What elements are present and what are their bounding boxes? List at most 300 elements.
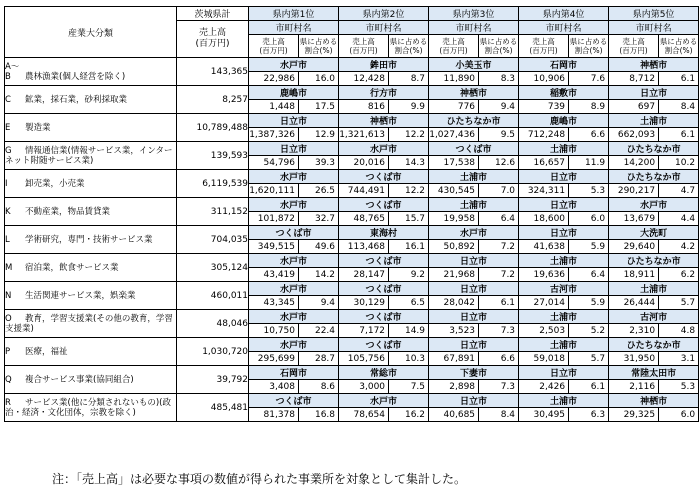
share-value-cell: 10.2 (659, 156, 699, 170)
share-value-cell: 49.6 (299, 240, 339, 254)
sales-value-cell: 30,495 (519, 408, 569, 422)
sales-value-cell: 1,448 (249, 100, 299, 114)
prefecture-total-cell: 8,257 (177, 86, 249, 114)
city-name-cell: 水戸市 (609, 198, 699, 212)
city-name-cell: 古河市 (609, 310, 699, 324)
industry-cell (5, 226, 177, 254)
city-name-cell: 土浦市 (519, 338, 609, 352)
share-value-cell: 5.2 (569, 324, 609, 338)
share-label: 県に占める (569, 37, 608, 46)
sales-value-cell: 295,699 (249, 352, 299, 366)
share-value-cell: 4.4 (659, 212, 699, 226)
share-value-cell: 9.2 (389, 268, 429, 282)
sales-label: 売上高 (622, 37, 645, 46)
city-name-cell: 水戸市 (249, 282, 339, 296)
share-value-cell: 5.7 (569, 352, 609, 366)
sales-value-cell: 2,116 (609, 380, 659, 394)
city-name-cell: ひたちなか市 (609, 142, 699, 156)
rank-5-header: 県内第5位 (609, 7, 699, 21)
sales-value-cell: 10,750 (249, 324, 299, 338)
city-name-cell: 土浦市 (609, 282, 699, 296)
share-subheader (479, 35, 519, 58)
city-name-cell: 水戸市 (249, 310, 339, 324)
prefecture-total-cell: 39,792 (177, 366, 249, 394)
sales-label: 売上高 (262, 37, 285, 46)
city-name-cell: 水戸市 (339, 394, 429, 408)
share-value-cell: 8.6 (299, 380, 339, 394)
sales-value-cell: 430,545 (429, 184, 479, 198)
share-value-cell: 8.7 (389, 72, 429, 86)
share-value-cell: 14.2 (299, 268, 339, 282)
share-value-cell: 39.3 (299, 156, 339, 170)
city-name-cell: 水戸市 (249, 170, 339, 184)
sales-subheader (519, 35, 569, 58)
statistics-table-container (4, 6, 696, 422)
share-value-cell: 7.6 (569, 72, 609, 86)
industry-name: 宿泊業，飲食サービス業 (25, 262, 119, 273)
city-name-cell: つくば市 (339, 310, 429, 324)
sales-value-cell: 739 (519, 100, 569, 114)
city-name-cell: 土浦市 (429, 198, 519, 212)
sales-value-cell: 697 (609, 100, 659, 114)
city-name-cell: 水戸市 (339, 142, 429, 156)
city-name-cell: 神栖市 (609, 58, 699, 72)
share-value-cell: 6.1 (479, 296, 519, 310)
sales-value-cell: 101,872 (249, 212, 299, 226)
sales-value-cell: 13,679 (609, 212, 659, 226)
city-name-cell: つくば市 (339, 198, 429, 212)
sales-value-cell: 10,906 (519, 72, 569, 86)
sales-unit: (百万円) (349, 46, 378, 55)
share-value-cell: 16.2 (389, 408, 429, 422)
city-name-cell: ひたちなか市 (609, 254, 699, 268)
share-value-cell: 8.4 (659, 100, 699, 114)
share-value-cell: 5.7 (659, 296, 699, 310)
sales-value-cell: 816 (339, 100, 389, 114)
prefecture-total-cell: 48,046 (177, 310, 249, 338)
sales-value-cell: 113,468 (339, 240, 389, 254)
sales-value-cell: 712,248 (519, 128, 569, 142)
share-value-cell: 6.0 (569, 212, 609, 226)
sales-value-cell: 19,636 (519, 268, 569, 282)
industry-name: 卸売業，小売業 (25, 178, 85, 189)
industry-cell (5, 282, 177, 310)
share-value-cell: 6.5 (389, 296, 429, 310)
share-value-cell: 6.1 (659, 72, 699, 86)
sales-value-cell: 2,898 (429, 380, 479, 394)
city-name-cell: 鹿嶋市 (249, 86, 339, 100)
sales-label: 売上高 (352, 37, 375, 46)
city-name-cell: 大洗町 (609, 226, 699, 240)
share-value-cell: 6.3 (569, 408, 609, 422)
city-name-cell: 水戸市 (429, 226, 519, 240)
table-row (5, 366, 699, 380)
share-subheader (569, 35, 609, 58)
sales-value-cell: 54,796 (249, 156, 299, 170)
sales-value-cell: 3,523 (429, 324, 479, 338)
sales-value-cell: 2,310 (609, 324, 659, 338)
table-row (5, 282, 699, 296)
industry-code: A～B (5, 61, 20, 82)
sales-value-cell: 59,018 (519, 352, 569, 366)
industry-name: 製造業 (25, 122, 51, 133)
sales-value-cell: 3,000 (339, 380, 389, 394)
city-name-cell: 日立市 (429, 282, 519, 296)
share-subheader (389, 35, 429, 58)
share-value-cell: 26.5 (299, 184, 339, 198)
sales-value-cell: 50,892 (429, 240, 479, 254)
footnote: 注：「売上高」は必要な事項の数値が得られた事業所を対象として集計した。 (52, 472, 467, 486)
sales-unit: (百万円) (619, 46, 648, 55)
city-name-cell: つくば市 (429, 142, 519, 156)
industry-name: 鉱業，採石業，砂利採取業 (25, 94, 128, 105)
prefecture-total-cell: 1,030,720 (177, 338, 249, 366)
share-value-cell: 14.3 (389, 156, 429, 170)
sales-value-cell: 744,491 (339, 184, 389, 198)
city-name-cell: 日立市 (519, 226, 609, 240)
city-name-cell: 古河市 (519, 282, 609, 296)
sales-value-cell: 7,172 (339, 324, 389, 338)
industry-name: サービス業(他に分類されないもの)(政治・経済・文化団体，宗教を除く) (5, 397, 171, 418)
industry-cell (5, 58, 177, 86)
industry-name: 生活関連サービス業，娯楽業 (25, 290, 136, 301)
city-name-cell: 石岡市 (249, 366, 339, 380)
sales-subheader (339, 35, 389, 58)
industry-name: 学術研究，専門・技術サービス業 (25, 234, 153, 245)
industry-cell (5, 198, 177, 226)
prefecture-sales-header (177, 21, 249, 58)
prefecture-total-cell: 139,593 (177, 142, 249, 170)
city-name-cell: 日立市 (609, 86, 699, 100)
rank-2-header: 県内第2位 (339, 7, 429, 21)
city-name-cell: つくば市 (339, 338, 429, 352)
share-value-cell: 15.7 (389, 212, 429, 226)
share-label: 県に占める (659, 37, 698, 46)
prefecture-total-cell: 143,365 (177, 58, 249, 86)
industry-name: 情報通信業(情報サービス業，インターネット附随サービス業) (5, 145, 173, 166)
share-unit: 割合(%) (664, 46, 693, 55)
sales-value-cell: 3,408 (249, 380, 299, 394)
industry-cell (5, 114, 177, 142)
city-name-header: 市町村名 (429, 21, 519, 35)
table-body (5, 7, 699, 422)
city-name-cell: 土浦市 (519, 142, 609, 156)
industry-cell (5, 310, 177, 338)
sales-value-cell: 28,042 (429, 296, 479, 310)
sales-value-cell: 12,428 (339, 72, 389, 86)
share-value-cell: 5.9 (569, 296, 609, 310)
share-value-cell: 6.2 (659, 268, 699, 282)
share-subheader (659, 35, 699, 58)
share-value-cell: 7.2 (479, 268, 519, 282)
city-name-cell: 下妻市 (429, 366, 519, 380)
share-value-cell: 9.4 (299, 296, 339, 310)
city-name-header: 市町村名 (249, 21, 339, 35)
table-row (5, 142, 699, 156)
sales-value-cell: 19,958 (429, 212, 479, 226)
sales-value-cell: 17,538 (429, 156, 479, 170)
share-subheader (299, 35, 339, 58)
sales-value-cell: 29,640 (609, 240, 659, 254)
city-name-cell: 日立市 (249, 114, 339, 128)
table-row (5, 170, 699, 184)
table-row (5, 58, 699, 72)
header-rank-row (5, 7, 699, 21)
city-name-header: 市町村名 (609, 21, 699, 35)
industry-name: 複合サービス事業(協同組合) (25, 374, 134, 385)
industry-code: K (5, 206, 11, 217)
share-value-cell: 7.5 (389, 380, 429, 394)
rank-4-header: 県内第4位 (519, 7, 609, 21)
sales-unit: (百万円) (259, 46, 288, 55)
table-row (5, 226, 699, 240)
share-value-cell: 6.1 (569, 380, 609, 394)
industry-code: E (5, 122, 11, 133)
share-value-cell: 8.4 (479, 408, 519, 422)
city-name-cell: つくば市 (339, 170, 429, 184)
share-value-cell: 7.2 (479, 240, 519, 254)
share-value-cell: 4.7 (659, 184, 699, 198)
share-value-cell: 6.6 (479, 352, 519, 366)
sales-subheader (249, 35, 299, 58)
city-name-cell: つくば市 (339, 282, 429, 296)
city-name-cell: 日立市 (519, 170, 609, 184)
sales-value-cell: 26,444 (609, 296, 659, 310)
share-value-cell: 5.3 (569, 184, 609, 198)
city-name-cell: 神栖市 (609, 394, 699, 408)
sales-value-cell: 31,950 (609, 352, 659, 366)
share-value-cell: 22.4 (299, 324, 339, 338)
share-value-cell: 9.9 (389, 100, 429, 114)
city-name-cell: 小美玉市 (429, 58, 519, 72)
share-unit: 割合(%) (484, 46, 513, 55)
share-value-cell: 12.2 (389, 128, 429, 142)
prefecture-total-cell: 485,481 (177, 394, 249, 422)
sales-label: 売上高 (442, 37, 465, 46)
city-name-cell: 常総市 (339, 366, 429, 380)
sales-value-cell: 290,217 (609, 184, 659, 198)
share-value-cell: 6.4 (479, 212, 519, 226)
sales-value-cell: 1,321,613 (339, 128, 389, 142)
prefecture-total-cell: 305,124 (177, 254, 249, 282)
industry-name: 教育，学習支援業(その他の教育，学習支援業) (5, 313, 173, 334)
share-value-cell: 7.3 (479, 324, 519, 338)
sales-value-cell: 1,620,111 (249, 184, 299, 198)
share-unit: 割合(%) (394, 46, 423, 55)
prefecture-sales-label: 売上高 (198, 28, 226, 38)
sales-value-cell: 21,968 (429, 268, 479, 282)
sales-value-cell: 22,986 (249, 72, 299, 86)
sales-value-cell: 18,911 (609, 268, 659, 282)
share-label: 県に占める (299, 37, 338, 46)
city-name-cell: 日立市 (519, 198, 609, 212)
industry-cell (5, 338, 177, 366)
share-value-cell: 12.6 (479, 156, 519, 170)
sales-value-cell: 18,600 (519, 212, 569, 226)
city-name-cell: 日立市 (429, 394, 519, 408)
city-name-cell: つくば市 (249, 394, 339, 408)
share-value-cell: 7.3 (479, 380, 519, 394)
sales-value-cell: 349,515 (249, 240, 299, 254)
sales-value-cell: 29,325 (609, 408, 659, 422)
sales-unit: (百万円) (529, 46, 558, 55)
share-value-cell: 8.3 (479, 72, 519, 86)
city-name-cell: 水戸市 (249, 58, 339, 72)
sales-value-cell: 27,014 (519, 296, 569, 310)
city-name-cell: 土浦市 (519, 394, 609, 408)
sales-value-cell: 20,016 (339, 156, 389, 170)
city-name-cell: 石岡市 (519, 58, 609, 72)
city-name-cell: 日立市 (429, 338, 519, 352)
share-unit: 割合(%) (574, 46, 603, 55)
city-name-cell: 日立市 (429, 310, 519, 324)
city-name-header: 市町村名 (339, 21, 429, 35)
share-value-cell: 5.9 (569, 240, 609, 254)
industry-code: R (5, 397, 11, 408)
sales-subheader (609, 35, 659, 58)
share-value-cell: 11.9 (569, 156, 609, 170)
sales-value-cell: 14,200 (609, 156, 659, 170)
table-row (5, 394, 699, 408)
city-name-header: 市町村名 (519, 21, 609, 35)
industry-code: P (5, 346, 11, 357)
rank-1-header: 県内第1位 (249, 7, 339, 21)
sales-value-cell: 776 (429, 100, 479, 114)
prefecture-sales-unit: (百万円) (195, 39, 230, 49)
industry-cell (5, 142, 177, 170)
sales-by-industry-table (4, 6, 699, 422)
city-name-cell: ひたちなか市 (609, 338, 699, 352)
prefecture-total-cell: 704,035 (177, 226, 249, 254)
share-value-cell: 10.3 (389, 352, 429, 366)
sales-value-cell: 662,093 (609, 128, 659, 142)
share-value-cell: 8.9 (569, 100, 609, 114)
sales-value-cell: 1,387,326 (249, 128, 299, 142)
prefecture-total-cell: 6,119,539 (177, 170, 249, 198)
industry-cell (5, 254, 177, 282)
city-name-cell: 神栖市 (429, 86, 519, 100)
industry-name: 不動産業，物品賃貸業 (25, 206, 111, 217)
sales-value-cell: 67,891 (429, 352, 479, 366)
industry-cell (5, 366, 177, 394)
sales-value-cell: 105,756 (339, 352, 389, 366)
city-name-cell: 土浦市 (519, 254, 609, 268)
share-value-cell: 6.1 (659, 128, 699, 142)
city-name-cell: 水戸市 (249, 254, 339, 268)
city-name-cell: つくば市 (339, 254, 429, 268)
industry-column-header: 産業大分類 (5, 7, 177, 58)
sales-value-cell: 8,712 (609, 72, 659, 86)
share-value-cell: 3.1 (659, 352, 699, 366)
sales-value-cell: 78,654 (339, 408, 389, 422)
share-value-cell: 6.4 (569, 268, 609, 282)
share-value-cell: 9.4 (479, 100, 519, 114)
sales-value-cell: 2,426 (519, 380, 569, 394)
sales-value-cell: 1,027,436 (429, 128, 479, 142)
sales-subheader (429, 35, 479, 58)
share-value-cell: 9.5 (479, 128, 519, 142)
prefecture-total-cell: 311,152 (177, 198, 249, 226)
city-name-cell: 日立市 (429, 254, 519, 268)
city-name-cell: 土浦市 (519, 310, 609, 324)
sales-value-cell: 43,419 (249, 268, 299, 282)
city-name-cell: 土浦市 (609, 114, 699, 128)
share-value-cell: 14.9 (389, 324, 429, 338)
table-row (5, 254, 699, 268)
city-name-cell: ひたちなか市 (429, 114, 519, 128)
sales-value-cell: 2,503 (519, 324, 569, 338)
share-value-cell: 16.0 (299, 72, 339, 86)
sales-value-cell: 11,890 (429, 72, 479, 86)
city-name-cell: 日立市 (249, 142, 339, 156)
table-row (5, 114, 699, 128)
sales-unit: (百万円) (439, 46, 468, 55)
city-name-cell: 東海村 (339, 226, 429, 240)
city-name-cell: 水戸市 (249, 198, 339, 212)
industry-cell (5, 170, 177, 198)
share-value-cell: 5.3 (659, 380, 699, 394)
share-value-cell: 7.0 (479, 184, 519, 198)
table-row (5, 338, 699, 352)
city-name-cell: 行方市 (339, 86, 429, 100)
share-value-cell: 28.7 (299, 352, 339, 366)
city-name-cell: 土浦市 (429, 170, 519, 184)
city-name-cell: 常陸太田市 (609, 366, 699, 380)
industry-code: G (5, 145, 12, 156)
sales-value-cell: 16,657 (519, 156, 569, 170)
city-name-cell: ひたちなか市 (609, 170, 699, 184)
share-label: 県に占める (389, 37, 428, 46)
sales-value-cell: 40,685 (429, 408, 479, 422)
share-value-cell: 16.1 (389, 240, 429, 254)
industry-code: M (5, 262, 13, 273)
share-value-cell: 12.9 (299, 128, 339, 142)
prefecture-total-cell: 460,011 (177, 282, 249, 310)
industry-code: I (5, 178, 8, 189)
sales-value-cell: 81,378 (249, 408, 299, 422)
industry-code: O (5, 313, 12, 324)
sales-value-cell: 43,345 (249, 296, 299, 310)
industry-code: N (5, 290, 12, 301)
prefecture-total-header: 茨城県計 (177, 7, 249, 21)
table-row (5, 198, 699, 212)
prefecture-total-cell: 10,789,488 (177, 114, 249, 142)
rank-3-header: 県内第3位 (429, 7, 519, 21)
city-name-cell: 鉾田市 (339, 58, 429, 72)
sales-label: 売上高 (532, 37, 555, 46)
industry-code: Q (5, 374, 12, 385)
sales-value-cell: 28,147 (339, 268, 389, 282)
sales-value-cell: 324,311 (519, 184, 569, 198)
industry-name: 医療，福祉 (25, 346, 68, 357)
sales-value-cell: 41,638 (519, 240, 569, 254)
industry-cell (5, 394, 177, 422)
city-name-cell: つくば市 (249, 226, 339, 240)
table-row (5, 310, 699, 324)
industry-code: C (5, 94, 11, 105)
sales-value-cell: 48,765 (339, 212, 389, 226)
share-value-cell: 6.0 (659, 408, 699, 422)
industry-code: L (5, 234, 10, 245)
share-value-cell: 12.2 (389, 184, 429, 198)
industry-name: 農林漁業(個人経営を除く) (25, 71, 126, 82)
share-value-cell: 17.5 (299, 100, 339, 114)
city-name-cell: 水戸市 (249, 338, 339, 352)
share-value-cell: 6.6 (569, 128, 609, 142)
industry-cell (5, 86, 177, 114)
city-name-cell: 日立市 (519, 366, 609, 380)
share-unit: 割合(%) (304, 46, 333, 55)
